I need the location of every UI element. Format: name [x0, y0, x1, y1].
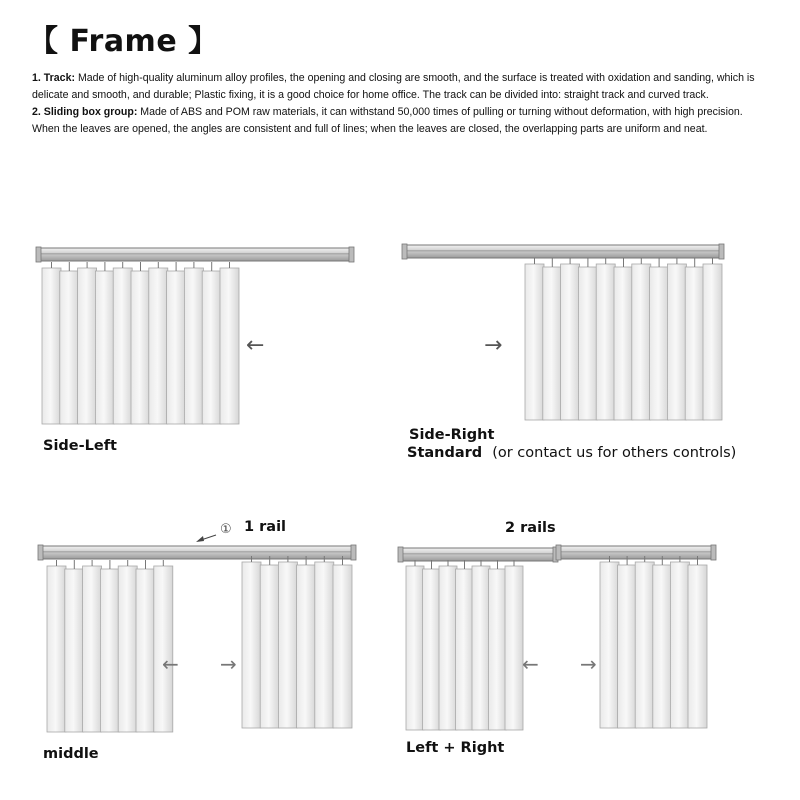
blind-slat [596, 264, 615, 420]
blind-slat [167, 271, 186, 424]
blind-slat [650, 267, 669, 420]
blind-slat [315, 562, 334, 728]
blind-slat [100, 569, 119, 732]
blind-slats [47, 560, 173, 732]
blind-slat [456, 569, 474, 730]
blind-slat [525, 264, 544, 420]
blind-slat [184, 268, 203, 424]
blind-slat [131, 271, 150, 424]
rail [398, 547, 558, 562]
blind-slat [297, 565, 316, 728]
rail [38, 545, 356, 560]
rail-body [558, 546, 714, 559]
pointer-arrowhead [196, 536, 204, 542]
two-rails-label: 2 rails [505, 520, 556, 536]
sliding-text: Made of ABS and POM raw materials, it can withstand 50,000 times of pulling or turning without deformation, with high precision. When the leaves are opened, the angles are consistent and full of lines; when the leaves are closed, the overlapping parts are uniform and neat. [32, 106, 743, 135]
left-arrow-icon: ← [246, 333, 265, 358]
blind-slat [561, 264, 580, 420]
blind-slat [220, 268, 239, 424]
rail-end-cap [556, 545, 561, 560]
blind-slat [83, 566, 102, 732]
rail-end-cap [398, 547, 403, 562]
rail-end-cap [351, 545, 356, 560]
blind-slat [278, 562, 297, 728]
rail [36, 247, 354, 262]
blind-slat [667, 264, 686, 420]
side-left-diagram [36, 247, 354, 424]
blind-slats [600, 556, 707, 728]
blind-slat [154, 566, 173, 732]
sliding-label: 2. Sliding box group: [32, 106, 138, 118]
blind-slat [635, 562, 654, 728]
blind-slat [703, 264, 722, 420]
blind-slat [688, 565, 707, 728]
blind-slat [65, 569, 84, 732]
blind-slats [42, 262, 239, 424]
blind-slat [260, 565, 279, 728]
blind-slat [333, 565, 352, 728]
blind-slat [47, 566, 66, 732]
blind-slat [618, 565, 637, 728]
left-right-label: Left + Right [406, 740, 505, 756]
rail-body [404, 245, 722, 258]
standard-note: (or contact us for others controls) [492, 445, 737, 461]
rail [402, 244, 724, 259]
rail-end-cap [719, 244, 724, 259]
right-arrow-icon: → [580, 652, 597, 676]
side-right-label: Side-Right [409, 427, 495, 443]
blind-slat [60, 271, 79, 424]
blind-slats [525, 258, 722, 420]
page-title: 【 Frame 】 [28, 24, 219, 59]
rail [556, 545, 716, 560]
blind-slats [242, 556, 352, 728]
blind-slat [632, 264, 651, 420]
rail-end-cap [38, 545, 43, 560]
rail-body [400, 548, 556, 561]
left-arrow-icon: ← [522, 652, 539, 676]
blind-slat [42, 268, 61, 424]
rail-body [38, 248, 352, 261]
left-right-diagram [398, 545, 716, 730]
blind-slat [242, 562, 261, 728]
blind-slat [149, 268, 168, 424]
blind-slat [653, 565, 672, 728]
blind-slat [489, 569, 507, 730]
blind-slat [578, 267, 597, 420]
blind-slat [505, 566, 523, 730]
rail-end-cap [349, 247, 354, 262]
blind-slat [543, 267, 562, 420]
rail-body [40, 546, 354, 559]
blind-slat [406, 566, 424, 730]
blind-slat [95, 271, 114, 424]
middle-label: middle [43, 746, 99, 762]
blind-slat [685, 267, 704, 420]
rail-end-cap [711, 545, 716, 560]
left-arrow-icon: ← [162, 652, 179, 676]
blind-slat [670, 562, 689, 728]
track-label: 1. Track: [32, 72, 75, 84]
blind-slat [614, 267, 633, 420]
blind-slat [78, 268, 97, 424]
blind-slat [472, 566, 490, 730]
track-text: Made of high-quality aluminum alloy profiles, the opening and closing are smooth, and the surface is treated with oxidation and sanding, which is delicate and smooth, and durable; Plastic fixing, it is a good choice for home office. The track can be divided into: straight track and curved track. [32, 72, 755, 101]
right-arrow-icon: → [484, 333, 503, 358]
rail-end-cap [402, 244, 407, 259]
one-rail-label: 1 rail [244, 519, 287, 535]
blind-slat [600, 562, 619, 728]
blind-slat [439, 566, 457, 730]
rail-end-cap [36, 247, 41, 262]
blind-slat [118, 566, 137, 732]
middle-diagram [38, 535, 356, 732]
standard-label: Standard [407, 445, 483, 461]
side-right-diagram [402, 244, 724, 420]
blind-slat [136, 569, 155, 732]
blind-slat [113, 268, 132, 424]
right-arrow-icon: → [220, 652, 237, 676]
blind-slat [202, 271, 221, 424]
side-left-label: Side-Left [43, 438, 117, 454]
blind-slat [423, 569, 441, 730]
standard-line [407, 445, 736, 461]
blind-slats [406, 560, 523, 730]
rail-marker: ① [220, 522, 232, 537]
